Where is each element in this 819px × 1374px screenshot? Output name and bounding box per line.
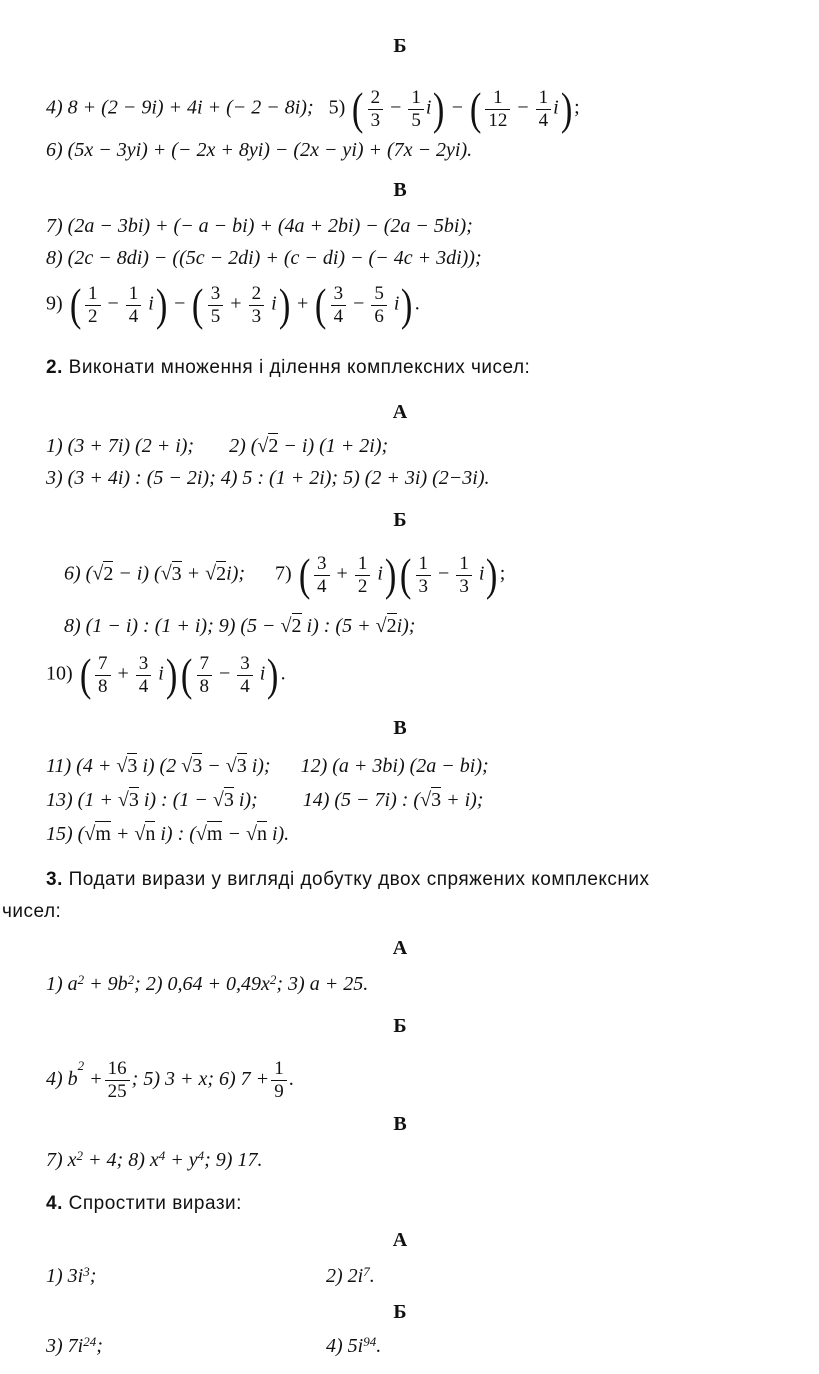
exercise-line-3-5: 3) (3 + 4i) : (5 − 2i); 4) 5 : (1 + 2i); 5) (2 + 3i) (2−3i). <box>46 467 490 489</box>
exercise-line-1-2: 1) (3 + 7i) (2 + i); 2) (√2 − i) (1 + 2i); <box>46 435 389 457</box>
section-heading: А <box>392 401 408 423</box>
exercise-line-15: 15) (√m + √n i) : (√m − √n i). <box>46 823 290 845</box>
task-3-heading: 3. Подати вирази у вигляді добутку двох спряжених комплексних <box>46 869 650 890</box>
exercise-line-7-9: 7) $x^2 + 4$; 8) $x^4 + y^4$; 9) 17. <box>46 1148 263 1171</box>
task-4-heading: 4. Спростити вирази: <box>46 1193 242 1214</box>
exercise-line-1-3: 1) $a^2 + 9b^2$; 2) $0,64 + 0,49x^2$; 3) a + 25. <box>46 972 369 995</box>
exercise-line-10: 10) ( $\frac{7}{8}$ + $\frac{3}{4}$ i)( $\frac{7}{8}$ − $\frac{3}{4}$ i). <box>46 649 286 700</box>
section-heading: В <box>393 1113 407 1135</box>
section-heading: А <box>392 937 408 959</box>
section-heading: В <box>393 717 407 739</box>
exercise-line-11-12: 11) (4 + √3 i) (2 √3 − √3 i); 12) (a + 3bi) (2a − bi); <box>46 755 489 777</box>
exercise-line-8-9: 8) (1 − i) : (1 + i); 9) (5 − √2 i) : (5 + √2i); <box>64 615 416 637</box>
exercise-line-6-7: 6) (√2 − i) (√3 + √2i); 7) ( $\frac{3}{4}$ + $\frac{1}{2}$ i)( $\frac{1}{3}$ − $\frac{1}{3}$ i); <box>64 549 506 600</box>
exercise-line-4-5: 4) 8 + (2 − 9i) + 4i + (− 2 − 8i); 5) ( $\frac{2}{3}$ − $\frac{1}{5}$ i) − ( $\frac{1}{12}$ − $\frac{1}{4}$ i); <box>46 83 580 134</box>
section-heading: А <box>392 1229 408 1251</box>
task-2-heading: 2. Виконати множення і ділення комплексних чисел: <box>46 357 531 378</box>
section-heading: В <box>393 179 407 201</box>
exercise-line-3: 3) $7i^{24}$; <box>46 1334 103 1357</box>
exercise-line-9: 9) ( $\frac{1}{2}$ − $\frac{1}{4}$ i) − ( $\frac{3}{5}$ + $\frac{2}{3}$ i) + ( $\frac{3}{4}$ − $\frac{5}{6}$ i). <box>46 279 420 330</box>
exercise-line-8: 8) (2c − 8di) − ((5c − 2di) + (c − di) − (− 4c + 3di)); <box>46 247 482 269</box>
section-heading: Б <box>393 509 407 531</box>
exercise-line-4: 4) $5i^{94}$. <box>326 1334 382 1357</box>
exercise-line-6: 6) (5x − 3yi) + (− 2x + 8yi) − (2x − yi) + (7x − 2yi). <box>46 139 473 161</box>
section-heading: Б <box>393 1015 407 1037</box>
exercise-line-2: 2) $2i^7$. <box>326 1264 375 1287</box>
exercise-line-7: 7) (2a − 3bi) + (− a − bi) + (4a + 2bi) − (2a − 5bi); <box>46 215 473 237</box>
exercise-line-1: 1) $3i^3$; <box>46 1264 97 1287</box>
task-3-heading-continued: чисел: <box>2 901 62 922</box>
exercise-line-13-14: 13) (1 + √3 i) : (1 − √3 i); 14) (5 − 7i) : (√3 + i); <box>46 789 484 811</box>
section-heading: Б <box>393 1301 407 1323</box>
section-heading: Б <box>393 35 407 57</box>
exercise-line-4-6: 4) $b^2$ + $\frac{16}{25}$ ; 5) 3 + x; 6) 7 + $\frac{1}{9}$ . <box>46 1058 294 1102</box>
